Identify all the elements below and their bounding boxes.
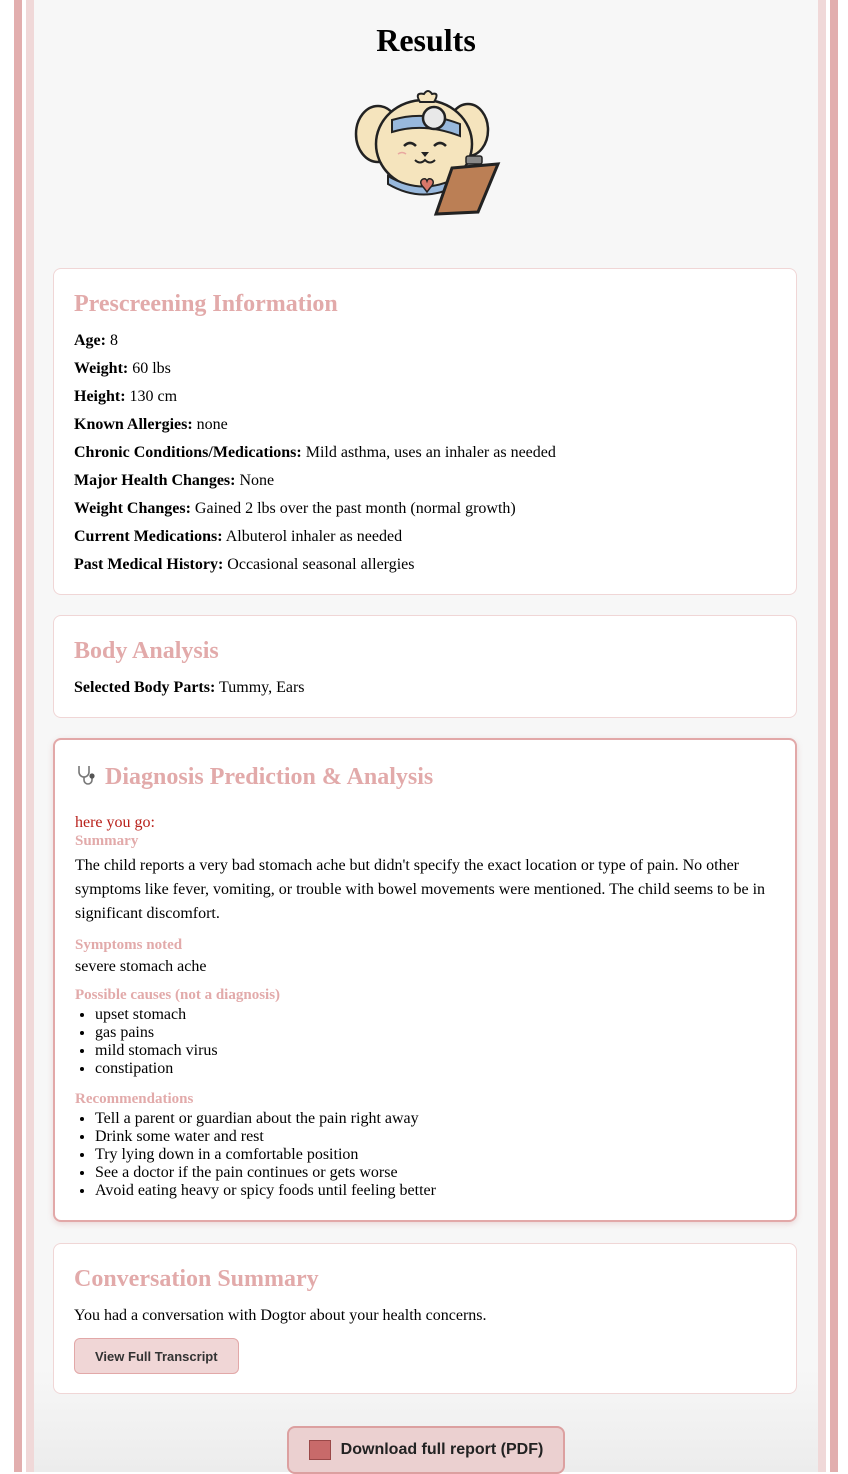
- conversation-card: [53, 1243, 797, 1394]
- body-parts-label: Selected Body Parts:: [74, 679, 216, 696]
- list-item: • Avoid eating heavy or spicy foods until feeling better: [95, 1182, 775, 1200]
- border-stripe-right-outer: [830, 0, 838, 1472]
- border-stripe-right-inner: [818, 0, 826, 1472]
- recommendations-heading: Recommendations: [75, 1091, 194, 1107]
- field-value: Albuterol inhaler as needed: [225, 528, 403, 545]
- summary-text: The child reports a very bad stomach ache but didn't specify the exact location or type of pain. No other symptoms like fever, vomiting, or trouble with bowel movements were mentioned. The child seems to be in significant discomfort.: [75, 857, 766, 922]
- list-item: • upset stomach: [95, 1006, 775, 1024]
- summary-heading: Summary: [75, 833, 139, 849]
- body-parts-value: Tummy, Ears: [219, 679, 305, 696]
- field-value: Occasional seasonal allergies: [227, 556, 415, 573]
- list-item: • See a doctor if the pain continues or gets worse: [95, 1164, 775, 1182]
- prescreening-title: Prescreening Information: [74, 291, 338, 317]
- selected-body-parts: [74, 674, 776, 702]
- conversation-title: Conversation Summary: [74, 1266, 319, 1292]
- body-analysis-title: Body Analysis: [74, 638, 219, 664]
- recommendations-list: [75, 1110, 775, 1200]
- border-stripe-left-inner: [26, 0, 34, 1472]
- field-current-medications: [74, 523, 776, 551]
- diagnosis-title: [75, 762, 775, 792]
- field-age: [74, 327, 776, 355]
- symptoms-heading: Symptoms noted: [75, 937, 183, 953]
- field-chronic-conditions: [74, 439, 776, 467]
- diagnosis-title-text: Diagnosis Prediction & Analysis: [105, 764, 434, 790]
- field-value: Mild asthma, uses an inhaler as needed: [305, 444, 556, 461]
- pdf-icon: [309, 1440, 331, 1460]
- field-label: Weight:: [74, 360, 129, 377]
- view-transcript-button[interactable]: View Full Transcript: [74, 1338, 239, 1374]
- field-weight: [74, 355, 776, 383]
- download-pdf-button[interactable]: [287, 1426, 565, 1474]
- field-label: Past Medical History:: [74, 556, 224, 573]
- field-value: 8: [109, 332, 118, 349]
- list-item: • Drink some water and rest: [95, 1128, 775, 1146]
- field-label: Age:: [74, 332, 106, 349]
- list-item: • gas pains: [95, 1024, 775, 1042]
- symptoms-text: severe stomach ache: [75, 958, 207, 975]
- field-label: Current Medications:: [74, 528, 223, 545]
- field-label: Major Health Changes:: [74, 472, 236, 489]
- stethoscope-icon: [75, 763, 99, 787]
- causes-list: [75, 1006, 775, 1078]
- results-page: [34, 0, 818, 1472]
- list-item: • Tell a parent or guardian about the pain right away: [95, 1110, 775, 1128]
- field-value: Gained 2 lbs over the past month (normal growth): [194, 500, 516, 517]
- field-weight-changes: [74, 495, 776, 523]
- list-item: • Try lying down in a comfortable position: [95, 1146, 775, 1164]
- prescreening-card: [53, 268, 797, 595]
- field-label: Weight Changes:: [74, 500, 191, 517]
- border-stripe-left-outer: [14, 0, 22, 1472]
- field-value: none: [196, 416, 228, 433]
- diagnosis-card: [53, 738, 797, 1222]
- field-value: 130 cm: [129, 388, 178, 405]
- field-label: Height:: [74, 388, 126, 405]
- field-height: [74, 383, 776, 411]
- conversation-text: You had a conversation with Dogtor about your health concerns.: [74, 1307, 487, 1324]
- diagnosis-intro: here you go:: [75, 814, 155, 831]
- download-label: Download full report (PDF): [340, 1441, 544, 1458]
- prescreening-fields: [74, 327, 776, 579]
- doctor-dog-mascot-icon: [352, 84, 502, 220]
- field-value: None: [239, 472, 275, 489]
- field-allergies: [74, 411, 776, 439]
- field-major-health-changes: [74, 467, 776, 495]
- causes-heading: Possible causes (not a diagnosis): [75, 987, 281, 1003]
- page-title: Results: [376, 22, 476, 58]
- field-past-medical-history: [74, 551, 776, 579]
- field-value: 60 lbs: [132, 360, 171, 377]
- body-analysis-card: [53, 615, 797, 718]
- list-item: • constipation: [95, 1060, 775, 1078]
- field-label: Known Allergies:: [74, 416, 193, 433]
- field-label: Chronic Conditions/Medications:: [74, 444, 302, 461]
- list-item: • mild stomach virus: [95, 1042, 775, 1060]
